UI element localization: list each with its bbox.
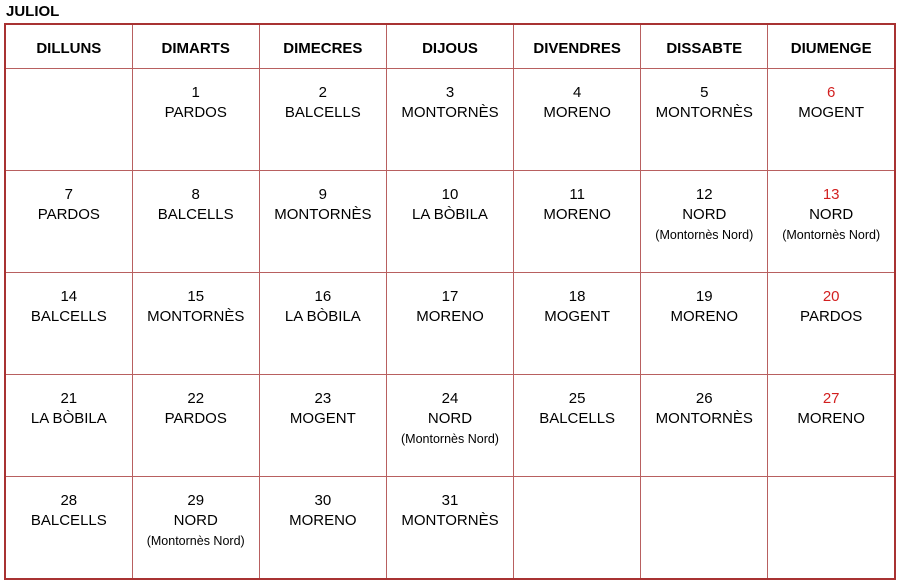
day-cell bbox=[641, 375, 768, 477]
week-row bbox=[5, 477, 895, 580]
pharmacy-name: PARDOS bbox=[164, 410, 227, 427]
pharmacy-name: BALCELLS bbox=[539, 410, 616, 427]
day-number: 15 bbox=[187, 288, 205, 305]
day-number: 10 bbox=[441, 186, 459, 203]
day-cell bbox=[514, 171, 641, 273]
weekday-header: DIVENDRES bbox=[514, 24, 641, 69]
pharmacy-name: MORENO bbox=[797, 410, 865, 427]
day-number: 19 bbox=[695, 288, 713, 305]
pharmacy-name: BALCELLS bbox=[30, 512, 107, 529]
weekday-header-row bbox=[5, 24, 895, 69]
day-cell bbox=[259, 69, 386, 171]
day-number: 30 bbox=[314, 492, 332, 509]
weekday-header: DIMECRES bbox=[259, 24, 386, 69]
day-number: 16 bbox=[314, 288, 332, 305]
day-cell bbox=[386, 375, 513, 477]
day-cell bbox=[641, 273, 768, 375]
day-number: 25 bbox=[568, 390, 586, 407]
calendar-table bbox=[4, 23, 896, 580]
day-cell bbox=[259, 171, 386, 273]
day-cell bbox=[386, 273, 513, 375]
day-cell bbox=[768, 375, 895, 477]
pharmacy-name: MONTORNÈS bbox=[274, 206, 372, 223]
pharmacy-name: BALCELLS bbox=[30, 308, 107, 325]
pharmacy-name: PARDOS bbox=[37, 206, 100, 223]
day-cell bbox=[5, 477, 132, 580]
week-row bbox=[5, 171, 895, 273]
calendar-body bbox=[5, 69, 895, 580]
day-number: 6 bbox=[827, 84, 836, 101]
day-cell bbox=[5, 273, 132, 375]
pharmacy-name: MORENO bbox=[543, 104, 611, 121]
day-cell bbox=[386, 69, 513, 171]
week-row bbox=[5, 69, 895, 171]
pharmacy-name: MONTORNÈS bbox=[655, 410, 753, 427]
weekday-header: DIUMENGE bbox=[768, 24, 895, 69]
week-row bbox=[5, 375, 895, 477]
day-number: 4 bbox=[572, 84, 582, 101]
day-number: 31 bbox=[441, 492, 459, 509]
empty-cell bbox=[641, 477, 768, 580]
day-cell bbox=[132, 477, 259, 580]
day-number: 21 bbox=[60, 390, 78, 407]
day-cell bbox=[259, 273, 386, 375]
day-number: 9 bbox=[318, 186, 328, 203]
pharmacy-name: MONTORNÈS bbox=[401, 512, 499, 529]
empty-cell bbox=[768, 477, 895, 580]
pharmacy-location-note: (Montornès Nord) bbox=[401, 432, 499, 446]
day-number: 5 bbox=[700, 84, 709, 101]
pharmacy-name: LA BÒBILA bbox=[284, 308, 361, 325]
day-number: 11 bbox=[569, 186, 585, 203]
month-title: JULIOL bbox=[6, 3, 60, 20]
day-number: 26 bbox=[695, 390, 713, 407]
day-number: 28 bbox=[60, 492, 78, 509]
day-number: 3 bbox=[445, 84, 455, 101]
pharmacy-location-note: (Montornès Nord) bbox=[782, 228, 881, 242]
day-number: 8 bbox=[191, 186, 200, 203]
pharmacy-name: NORD bbox=[427, 410, 473, 427]
day-number: 24 bbox=[441, 390, 459, 407]
pharmacy-location-note: (Montornès Nord) bbox=[655, 228, 754, 242]
day-cell bbox=[768, 273, 895, 375]
pharmacy-name: MOGENT bbox=[544, 308, 611, 325]
pharmacy-name: MOGENT bbox=[798, 104, 865, 121]
day-cell bbox=[514, 375, 641, 477]
day-cell bbox=[386, 477, 513, 580]
pharmacy-name: MONTORNÈS bbox=[401, 104, 499, 121]
weekday-header: DIJOUS bbox=[386, 24, 513, 69]
pharmacy-name: MORENO bbox=[670, 308, 739, 325]
pharmacy-name: BALCELLS bbox=[284, 104, 361, 121]
weekday-header: DILLUNS bbox=[5, 24, 132, 69]
day-cell bbox=[5, 171, 132, 273]
pharmacy-name: BALCELLS bbox=[157, 206, 234, 223]
pharmacy-name: PARDOS bbox=[164, 104, 227, 121]
day-cell bbox=[641, 171, 768, 273]
day-cell bbox=[768, 69, 895, 171]
day-cell bbox=[132, 375, 259, 477]
empty-cell bbox=[514, 477, 641, 580]
pharmacy-name: LA BÒBILA bbox=[412, 206, 488, 223]
pharmacy-name: NORD bbox=[682, 206, 727, 223]
day-cell bbox=[514, 69, 641, 171]
weekday-header: DIMARTS bbox=[132, 24, 259, 69]
day-number: 14 bbox=[60, 288, 78, 305]
weekday-header: DISSABTE bbox=[641, 24, 768, 69]
day-number: 1 bbox=[191, 84, 200, 101]
day-cell bbox=[514, 273, 641, 375]
day-number: 20 bbox=[822, 288, 840, 305]
day-number: 17 bbox=[441, 288, 459, 305]
day-cell bbox=[132, 69, 259, 171]
pharmacy-name: MOGENT bbox=[289, 410, 356, 427]
day-cell bbox=[386, 171, 513, 273]
pharmacy-name: MORENO bbox=[416, 308, 484, 325]
day-number: 29 bbox=[187, 492, 205, 509]
day-cell bbox=[132, 273, 259, 375]
pharmacy-name: MORENO bbox=[289, 512, 357, 529]
day-cell bbox=[259, 477, 386, 580]
day-number: 13 bbox=[822, 186, 840, 203]
day-cell bbox=[5, 375, 132, 477]
day-cell bbox=[641, 69, 768, 171]
pharmacy-name: NORD bbox=[809, 206, 854, 223]
pharmacy-location-note: (Montornès Nord) bbox=[146, 534, 245, 548]
day-number: 22 bbox=[187, 390, 205, 407]
pharmacy-name: MONTORNÈS bbox=[655, 104, 753, 121]
day-number: 7 bbox=[64, 186, 73, 203]
day-cell bbox=[259, 375, 386, 477]
day-cell bbox=[768, 171, 895, 273]
empty-cell bbox=[5, 69, 132, 171]
pharmacy-name: PARDOS bbox=[800, 308, 863, 325]
day-number: 12 bbox=[695, 186, 713, 203]
pharmacy-name: MONTORNÈS bbox=[147, 308, 245, 325]
day-cell bbox=[132, 171, 259, 273]
week-row bbox=[5, 273, 895, 375]
day-number: 18 bbox=[568, 288, 586, 305]
day-number: 2 bbox=[318, 84, 328, 101]
day-number: 23 bbox=[314, 390, 332, 407]
pharmacy-name: LA BÒBILA bbox=[30, 410, 107, 427]
pharmacy-name: NORD bbox=[173, 512, 218, 529]
pharmacy-name: MORENO bbox=[543, 206, 611, 223]
day-number: 27 bbox=[822, 390, 840, 407]
